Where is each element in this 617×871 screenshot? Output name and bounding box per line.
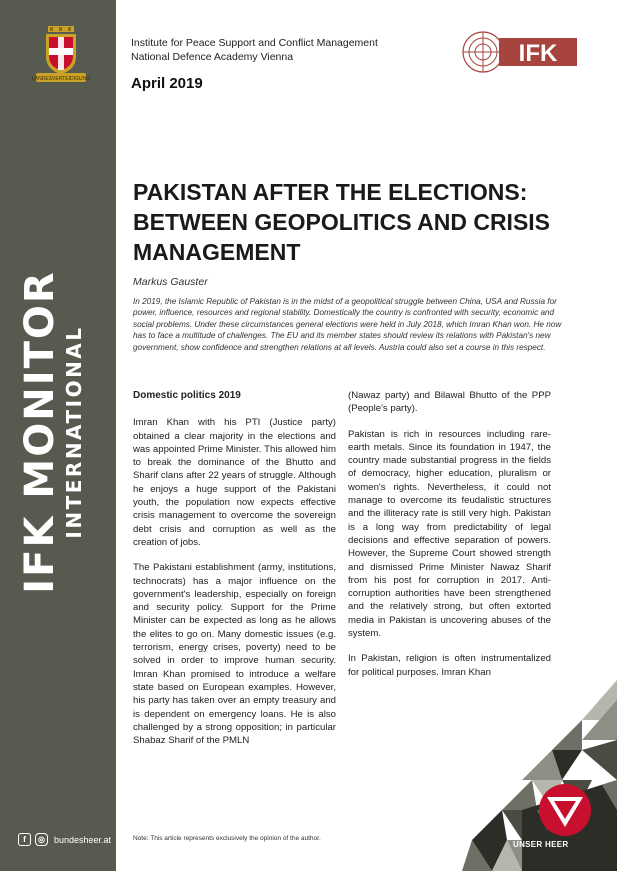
sidebar-vertical-title — [18, 252, 98, 612]
crest-ribbon-text: LANDESVERTEIDIGUNG — [32, 76, 90, 82]
paragraph: In Pakistan, religion is often instrumentalized for political purposes. Imran Khan — [348, 653, 551, 678]
author-note: Note: This article represents exclusively the opinion of the author. — [133, 835, 321, 842]
issue-date: April 2019 — [131, 75, 203, 92]
column-left — [133, 389, 336, 759]
paragraph: Pakistan is rich in resources including rare-earth metals. Since its foundation in 1947, the country made substantial progress in the fields of democracy, higher education, pluralism or women's rights. Nevertheless, it could not manage to overcome its feudalistic structures and the illiteracy rate is still very high. Pakistan is a long way from predictability of legal decisions and effective separation of powers. However, the Supreme Court showed strength and dismissed Prime Minister Nawaz Sharif from his post for corruption in 2017. Anti-corruption authorities have been strengthened and the relatively strong, but often extorted media in Pakistan is uncovering abuses of the system. — [348, 428, 551, 640]
social-links — [18, 833, 111, 846]
paragraph: The Pakistani establishment (army, institutions, technocrats) has a major influence on the government's leadership, especially on foreign and security policy. Support for the Prime Minister can be expected as long as he allows the elites to go on. Many domestic issues (e.g. terrorism, energy crises, poverty) need to be solved in order to improve human security. Imran Khan promised to introduce a welfare state based on European examples. However, his party has taken over an empty treasury and is dependent on emergency loans. He is also challenged by a strong opposition; in particular Shabaz Sharif of the PMLN — [133, 562, 336, 747]
abstract: In 2019, the Islamic Republic of Pakistan is in the midst of a geopolitical struggle between China, USA and Russia for power, influence, resources and regional stability. Domestically the country is confronted with security, economic and social problems. Under these circumstances general elections were held in July 2018, which Imran Khan won. He now has to face a multitude of challenges. The EU and its member states should review its relations with Pakistan's new government, show confidence and strengthen relations at all levels. Austria could also set a course in this respect. — [133, 297, 562, 352]
institute-name: Institute for Peace Support and Conflict Management — [131, 37, 378, 49]
social-handle[interactable]: bundesheer.at — [54, 834, 112, 845]
paragraph: Imran Khan with his PTI (Justice party) obtained a clear majority in the elections and was appointed Prime Minister. This allowed him to break the dominance of the Bhutto and Sharif clans after 22 years of struggle. Although he enjoys a huge support of the Pakistani youth, the population now expects effective crisis management to overcome the sovereign debt crisis and corruption as well as the creation of jobs. — [133, 417, 336, 548]
author: Markus Gauster — [133, 276, 208, 288]
instagram-icon[interactable]: ◎ — [35, 833, 48, 846]
facebook-icon[interactable]: f — [18, 833, 31, 846]
paragraph: (Nawaz party) and Bilawal Bhutto of the PPP (People's party). — [348, 390, 551, 415]
austrian-crest-icon — [32, 26, 90, 84]
academy-name: National Defence Academy Vienna — [131, 51, 294, 63]
title-line-3: MANAGEMENT — [133, 239, 301, 265]
brand-name: UNSER HEER — [513, 840, 569, 849]
title-line-1: PAKISTAN AFTER THE ELECTIONS: — [133, 179, 528, 205]
ifk-logo — [463, 30, 577, 74]
title-line-2: BETWEEN GEOPOLITICS AND CRISIS — [133, 209, 551, 235]
column-right — [348, 389, 551, 691]
monitor-subtitle: INTERNATIONAL — [62, 325, 86, 539]
monitor-title: IFK MONITOR — [17, 270, 63, 594]
article-title — [133, 177, 573, 267]
section-heading: Domestic politics 2019 — [133, 390, 241, 401]
logo-text: IFK — [518, 40, 558, 67]
sidebar — [0, 0, 116, 871]
institute-info — [131, 36, 378, 64]
